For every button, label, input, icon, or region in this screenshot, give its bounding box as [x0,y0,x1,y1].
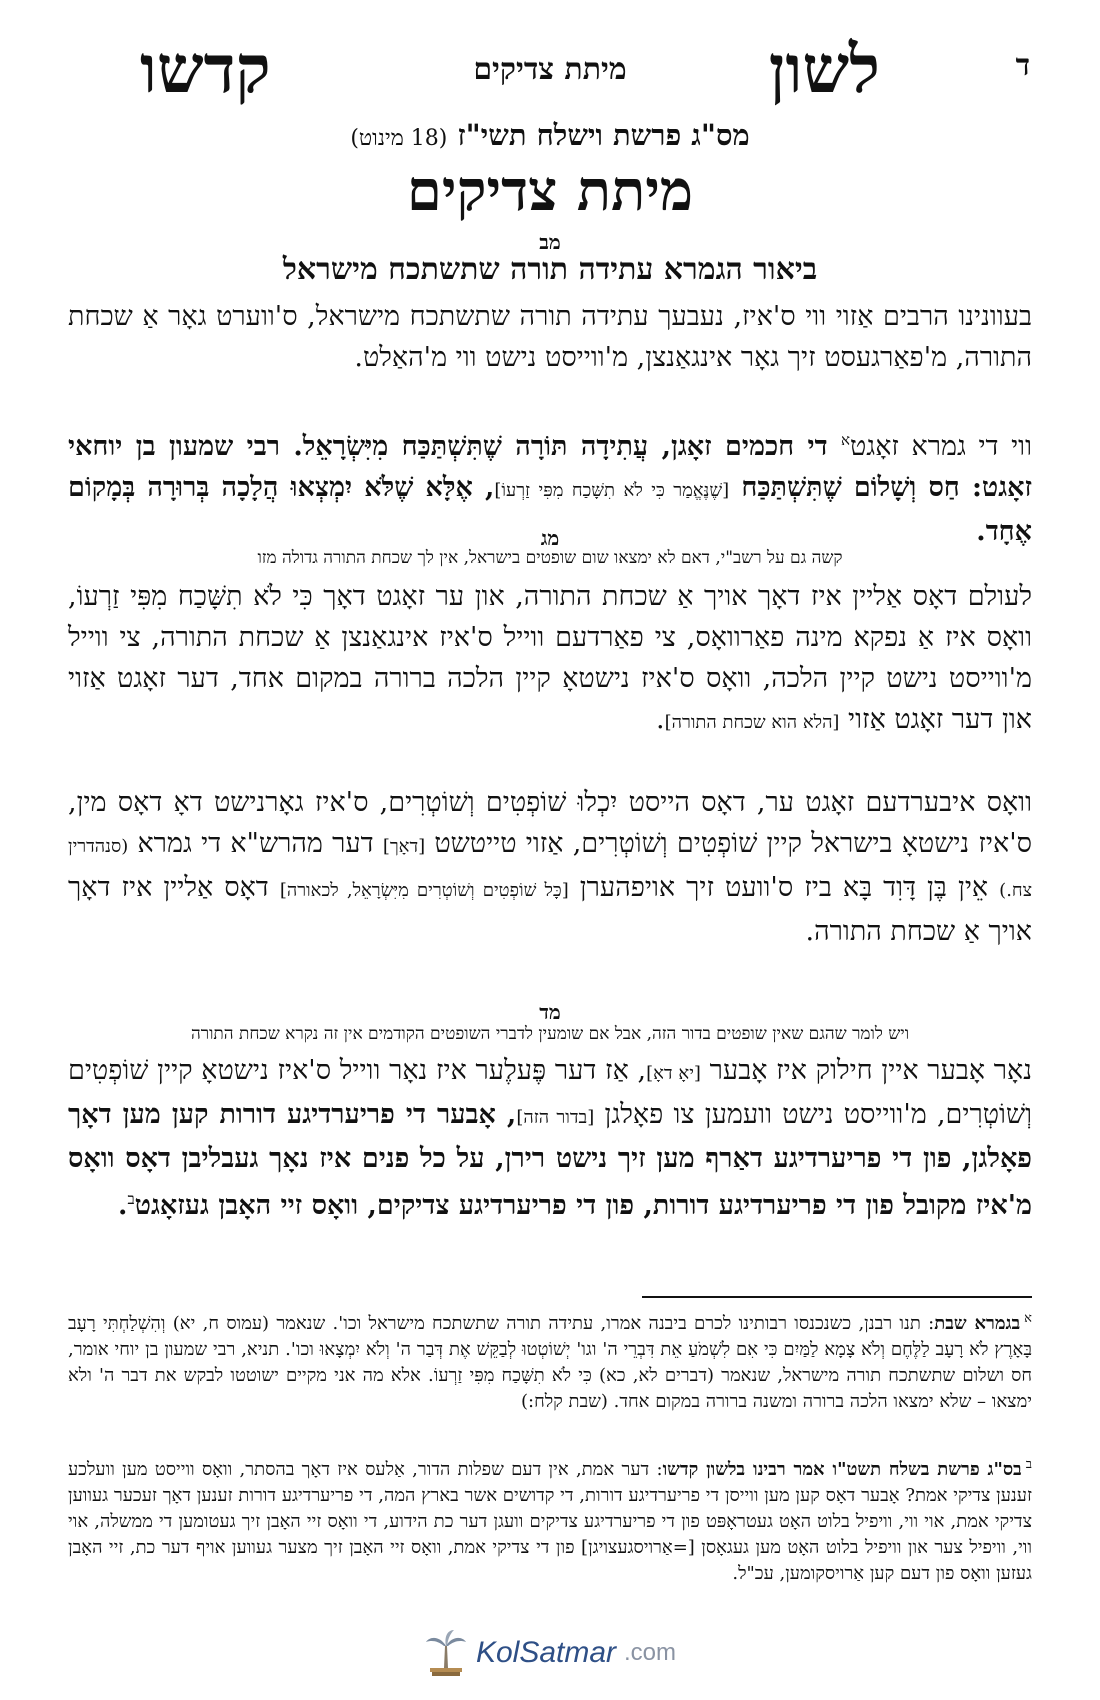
header-word-left: קדשו [140,30,271,108]
section-number: מג [540,526,560,550]
palm-tree-books-icon [424,1628,468,1678]
paragraph: בעוונינו הרבים אַזוי ווי ס'איז, נעבעך עתידה תורה שתשתכח מישראל, ס'ווערט גאָר אַ שכחת התורה, מ'פאַרגעסט זיך גאָר אינגאַנצן, מ'ווייסט נישט ווי מ'האַלט. [68,301,1032,373]
brand-watermark [0,1628,1100,1684]
source-ref: [הלא הוא שכחת התורה] [664,712,840,733]
page-letter: ד [1015,48,1030,83]
talk-duration: (18 מינוט) [350,126,448,151]
section-subtitle: ויש לומר שהגם שאין שופטים בדור הזה, אבל אם שומעין לדברי השופטים הקודמים אין זה נקרא שכחת התורה [190,1024,910,1044]
source-ref: (סנהדרין צח.) [68,836,1032,901]
footnote: $^ב$בס"ג פרשת בשלח תשט"ו אמר רבינו בלשון קדשו: דער אמת, אין דעם שפלות הדור, אַלעס איז דאָך בהסתר, וואָס ווייסט מען וועלכע זענען צדיקי אמת? אָבער דאָס קען מען ווייסן די פריערדיגע דורות, די קדושים אשר בארץ המה, די פריערדיגע דורות זענען דאָך זעכער געווען צדיקי אמת, אוי ווי, וויפיל בלוט האָט געטראָפּט פון די פריערדיגע צדיקים וועגן דער כת הידוע, די וואָס זיי האָבן זיך געטומען די ממשלה, אוי ווי, וויפיל צער און וויפיל בלוט האָט מען געגאָסן [=אַרויסגעצויגן] פון די צדיקי אמת, וואָס זיי האָבן זיך מצער געווען אויף דער כת, זיי האָבן געזען וואָס פון דעם קען אַרויסקומען, עכ"ל. [68,1457,1033,1584]
source-ref: [בדור הזה] [516,1107,595,1128]
paragraph: ווי די גמרא זאָגט$^א$ די חכמים זאָגן, עֲתִידָה תּוֹרָה שֶׁתִּשְׁתַּכַּח מִיִּשְׂרָאֵל. רבי שמעון בן יוחאי זאָגט: חַס וְשָׁלוֹם שֶׁתִּשְׁתַּכַּח [שֶׁנֶּאֱמַר כִּי לֹא תִשָּׁכַח מִפִּי זַרְעוֹ], אֶלָּא שֶׁלֹּא יִמְצְאוּ הֲלָכָה בְּרוּרָה בְּמָקוֹם אֶחָד. [68,431,1033,547]
footnote: $^א$בגמרא שבת: תנו רבנן, כשנכנסו רבותינו לכרם ביבנה אמרו, עתידה תורה שתשתכח מישראל וכו'. שנאמר (עמוס ח, יא) וְהִשְׁלַחְתִּי רָעָב בָּאָרֶץ לֹא רָעָב לַלֶּחֶם וְלֹא צָמָא לַמַּיִם כִּי אִם לִשְׁמֹעַ אֵת דִּבְרֵי ה' וגו' יְשׁוֹטְטוּ לְבַקֵּשׁ אֶת דְּבַר ה' וְלֹא יִמְצָאוּ וכו'. תניא, רבי שמעון בן יוחי אומר, חס ושלום שתשתכח תורה מישראל, שנאמר (דברים לא, כא) כִּי לֹא תִשָּׁכַח מִפִּי זַרְעוֹ. אלא מה אני מקיים ישוטטו לבקש את דבר ה' ולא ימצאו – שלא ימצאו הלכה ברורה ומשנה ברורה במקום אחד. (שבת קלח:) [68,1311,1032,1412]
section-number: מב [539,230,561,254]
brand-suffix: .com [624,1639,677,1666]
paragraph: וואָס איבערדעם זאָגט ער, דאָס הייסט יִכְלוּ שׁוֹפְטִים וְשׁוֹטְרִים, ס'איז גאָרנישט דאָ דאָס מין, ס'איז נישטאָ בישראל קיין שׁוֹפְטִים וְשׁוֹטְרִים, אַזוי טייטשט [דאָך] דער מהרש"א די גמרא (סנהדרין צח.) אֵין בֶּן דָּוִד בָּא ביז ס'וועט זיך אויפהערן [כָּל שׁוֹפְטִים וְשׁוֹטְרִים מִיִּשְׂרָאֵל, לכאורה] דאָס אַליין איז דאָך אויך אַ שכחת התורה. [68,787,1032,947]
footnote-divider [642,1296,1032,1298]
section-subtitle: קשה גם על רשב"י, דאם לא ימצאו שום שופטים בישראל, אין לך שכחת התורה גדולה מזו [257,548,843,568]
source-ref: [יאָ דאָ] [646,1063,701,1084]
footnote-mark: ב [1025,1457,1033,1472]
talk-subtitle [60,118,1040,153]
source-ref: [שֶׁנֶּאֱמַר כִּי לֹא תִשָּׁכַח מִפִּי זַרְעוֹ] [494,480,730,501]
page-title: מיתת צדיקים [406,158,694,224]
section-title: ביאור הגמרא עתידה תורה שתשתכח מישראל [282,252,818,287]
footnote-mark: א [1024,1311,1032,1326]
running-header [60,30,1040,110]
source-ref: [כָּל שׁוֹפְטִים וְשׁוֹטְרִים מִיִּשְׂרָאֵל, לכאורה] [279,880,569,901]
footnote-marker[interactable]: ב [127,1190,135,1208]
header-word-right: לשון [768,30,880,108]
section-number: מד [539,1000,561,1024]
brand-name: KolSatmar [475,1636,617,1669]
talk-source: מס"ג פרשת וישלח תשי"ז [457,118,750,152]
paragraph: לעולם דאָס אַליין איז דאָך אויך אַ שכחת התורה, און ער זאָגט דאָך כִּי לֹא תִשָּׁכַח מִפִּי זַרְעוֹ, וואָס איז אַ נפקא מינה פאַרוואָס, צי פאַרדעם ווייל ס'איז אינגאַנצן אַ שכחת התורה, צי ווייל מ'ווייסט נישט קיין הלכה, וואָס ס'איז נישטאָ קיין הלכה ברורה במקום אחד, דער זאָגט אַזוי און דער זאָגט אַזוי [הלא הוא שכחת התורה]. [68,581,1032,735]
header-middle-title: מיתת צדיקים [473,52,627,87]
footnote-marker[interactable]: א [840,431,850,449]
source-ref: [דאָך] [382,836,426,857]
paragraph: נאָר אָבער איין חילוק איז אָבער [יאָ דאָ], אַז דער פֶּעלֶער איז נאָר ווייל ס'איז נישטאָ קיין שׁוֹפְטִים וְשׁוֹטְרִים, מ'ווייסט נישט וועמען צו פאָלגן [בדור הזה], אָבער די פריערדיגע דורות קען מען דאָך פאָלגן, פון די פריערדיגע דאַרף מען זיך נישט רירן, על כל פנים איז נאָך געבליבן דאָס וואָס מ'איז מקובל פון די פריערדיגע דורות, פון די פריערדיגע צדיקים, וואָס זיי האָבן געזאָגט$^ב$. [68,1055,1033,1221]
